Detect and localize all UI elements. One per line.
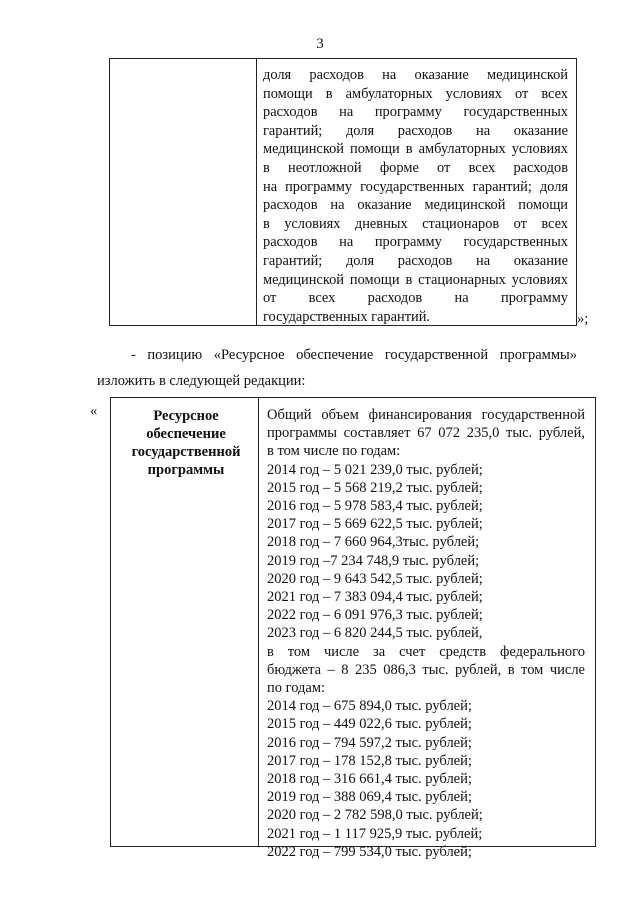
text-line: в неотложной форме от всех расходов [263,159,568,176]
detail-line: 2020 год – 9 643 542,5 тыс. рублей; [267,570,483,587]
text-line: государственных гарантий. [263,308,430,325]
text-line: расходов на программу государственных [263,234,568,251]
table-column-divider [258,398,259,846]
resource-details [267,406,585,861]
heading-line: программы [147,462,225,478]
detail-line: 2016 год – 794 597,2 тыс. рублей; [267,734,472,751]
table-column-divider [256,59,257,325]
heading-line: Ресурсное [153,408,219,424]
detail-line: 2022 год – 799 534,0 тыс. рублей; [267,843,472,860]
detail-line: Общий объем финансирования государственной [267,407,585,423]
detail-line: 2014 год – 675 894,0 тыс. рублей; [267,698,472,715]
text-line: гарантий; доля расходов на оказание [263,252,568,269]
detail-line: 2021 год – 7 383 094,4 тыс. рублей; [267,589,483,606]
page-number: 3 [316,36,324,52]
detail-line: 2017 год – 178 152,8 тыс. рублей; [267,752,472,769]
resource-heading [119,407,253,479]
closing-quote: »; [577,311,589,327]
detail-line: 2015 год – 5 568 219,2 тыс. рублей; [267,479,483,496]
paragraph-line-2: изложить в следующей редакции: [97,373,306,389]
text-line: гарантий; доля расходов на оказание [263,122,568,139]
continuation-table [109,58,577,326]
paragraph-line-1: - позицию «Ресурсное обеспечение государственной программы» [131,347,577,363]
text-line: в условиях дневных стационаров от всех [263,215,568,232]
text-line: на программу государственных гарантий; доля [263,178,568,195]
text-line: медицинской помощи в стационарных условиях [263,271,568,288]
detail-line: 2022 год – 6 091 976,3 тыс. рублей; [267,607,483,624]
detail-line: 2017 год – 5 669 622,5 тыс. рублей; [267,516,483,533]
text-line: от всех расходов на программу [263,290,568,307]
detail-line: 2019 год – 388 069,4 тыс. рублей; [267,789,472,806]
detail-line: в том числе по годам: [267,443,401,460]
detail-line: в том числе за счет средств федерального [267,643,585,660]
text-line: расходов на оказание медицинской помощи [263,197,568,214]
detail-line: 2019 год –7 234 748,9 тыс. рублей; [267,552,480,569]
detail-line: 2014 год – 5 021 239,0 тыс. рублей; [267,461,483,478]
text-line: медицинской помощи в амбулаторных условиях [263,141,568,158]
detail-line: 2018 год – 7 660 964,3тыс. рублей; [267,534,480,551]
opening-quote: « [90,403,98,419]
text-line: помощи в амбулаторных условиях от всех [263,85,568,102]
resource-table [110,397,596,860]
heading-line: обеспечение [146,426,226,442]
detail-line: 2018 год – 316 661,4 тыс. рублей; [267,771,472,788]
heading-line: государственной [131,444,241,460]
detail-line: 2016 год – 5 978 583,4 тыс. рублей; [267,498,483,515]
detail-line: 2023 год – 6 820 244,5 тыс. рублей, [267,625,483,642]
detail-line: по годам: [267,680,326,697]
detail-line: 2020 год – 2 782 598,0 тыс. рублей; [267,807,483,824]
text-line: расходов на программу государственных [263,104,568,121]
continuation-cell-text [263,66,568,326]
detail-line: бюджета – 8 235 086,3 тыс. рублей, в том числе [267,661,585,678]
detail-line: 2021 год – 1 117 925,9 тыс. рублей; [267,825,483,842]
detail-line: программы составляет 67 072 235,0 тыс. рублей, [267,425,585,442]
detail-line: 2015 год – 449 022,6 тыс. рублей; [267,716,472,733]
text-line: доля расходов на оказание медицинской [263,67,568,83]
